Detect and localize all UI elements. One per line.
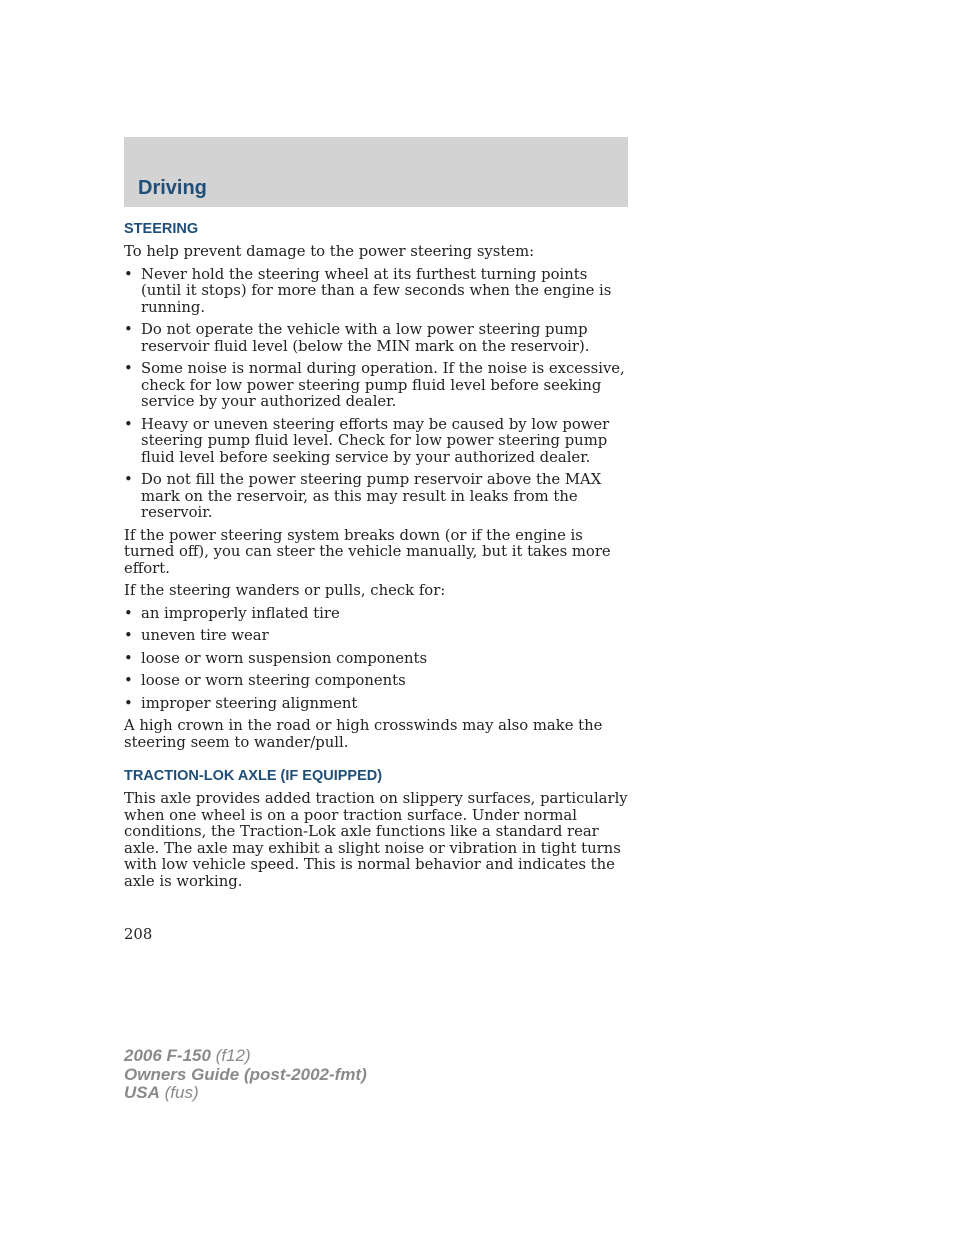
list-item: • an improperly inflated tire <box>124 606 630 623</box>
document-footer <box>124 1047 367 1103</box>
list-item: • Never hold the steering wheel at its furthest turning points (until it stops) for more than a few seconds when the engine is running. <box>124 267 630 317</box>
wander-checklist <box>124 606 630 713</box>
list-item: • Heavy or uneven steering efforts may be caused by low power steering pump fluid level. Check for low power steering pump fluid level before seeking service by your authorized dealer. <box>124 417 630 467</box>
page-content <box>124 220 630 896</box>
steering-heading: STEERING <box>124 221 199 237</box>
section-title: Driving <box>138 177 207 199</box>
list-item: • loose or worn suspension components <box>124 651 630 668</box>
footer-line-market: USA (fus) <box>124 1083 199 1102</box>
list-item: • Some noise is normal during operation. If the noise is excessive, check for low power steering pump fluid level before seeking service by your authorized dealer. <box>124 361 630 411</box>
traction-lok-paragraph: This axle provides added traction on slippery surfaces, particularly when one wheel is on a poor traction surface. Under normal conditions, the Traction-Lok axle functions like a standard rear axle. The axle may exhibit a slight noise or vibration in tight turns with low vehicle speed. This is normal behavior and indicates the axle is working. <box>124 790 628 890</box>
crown-paragraph: A high crown in the road or high crosswinds may also make the steering seem to wander/pull. <box>124 717 603 751</box>
footer-line-guide: Owners Guide (post-2002-fmt) <box>124 1064 367 1084</box>
list-item: • Do not fill the power steering pump reservoir above the MAX mark on the reservoir, as this may result in leaks from the reservoir. <box>124 472 630 522</box>
footer-line-model: 2006 F-150 (f12) <box>124 1046 251 1065</box>
section-header-band <box>124 137 628 207</box>
list-item: • loose or worn steering components <box>124 673 630 690</box>
list-item: • Do not operate the vehicle with a low power steering pump reservoir fluid level (below the MIN mark on the reservoir). <box>124 322 630 355</box>
traction-lok-heading: TRACTION-LOK AXLE (IF EQUIPPED) <box>124 768 383 784</box>
steering-precautions-list <box>124 267 630 522</box>
steering-intro: To help prevent damage to the power steering system: <box>124 243 535 260</box>
page-number: 208 <box>124 926 153 943</box>
breakdown-paragraph: If the power steering system breaks down (or if the engine is turned off), you can steer the vehicle manually, but it takes more effort. <box>124 526 611 577</box>
list-item: • uneven tire wear <box>124 628 630 645</box>
wander-intro: If the steering wanders or pulls, check for: <box>124 582 446 599</box>
list-item: • improper steering alignment <box>124 696 630 713</box>
